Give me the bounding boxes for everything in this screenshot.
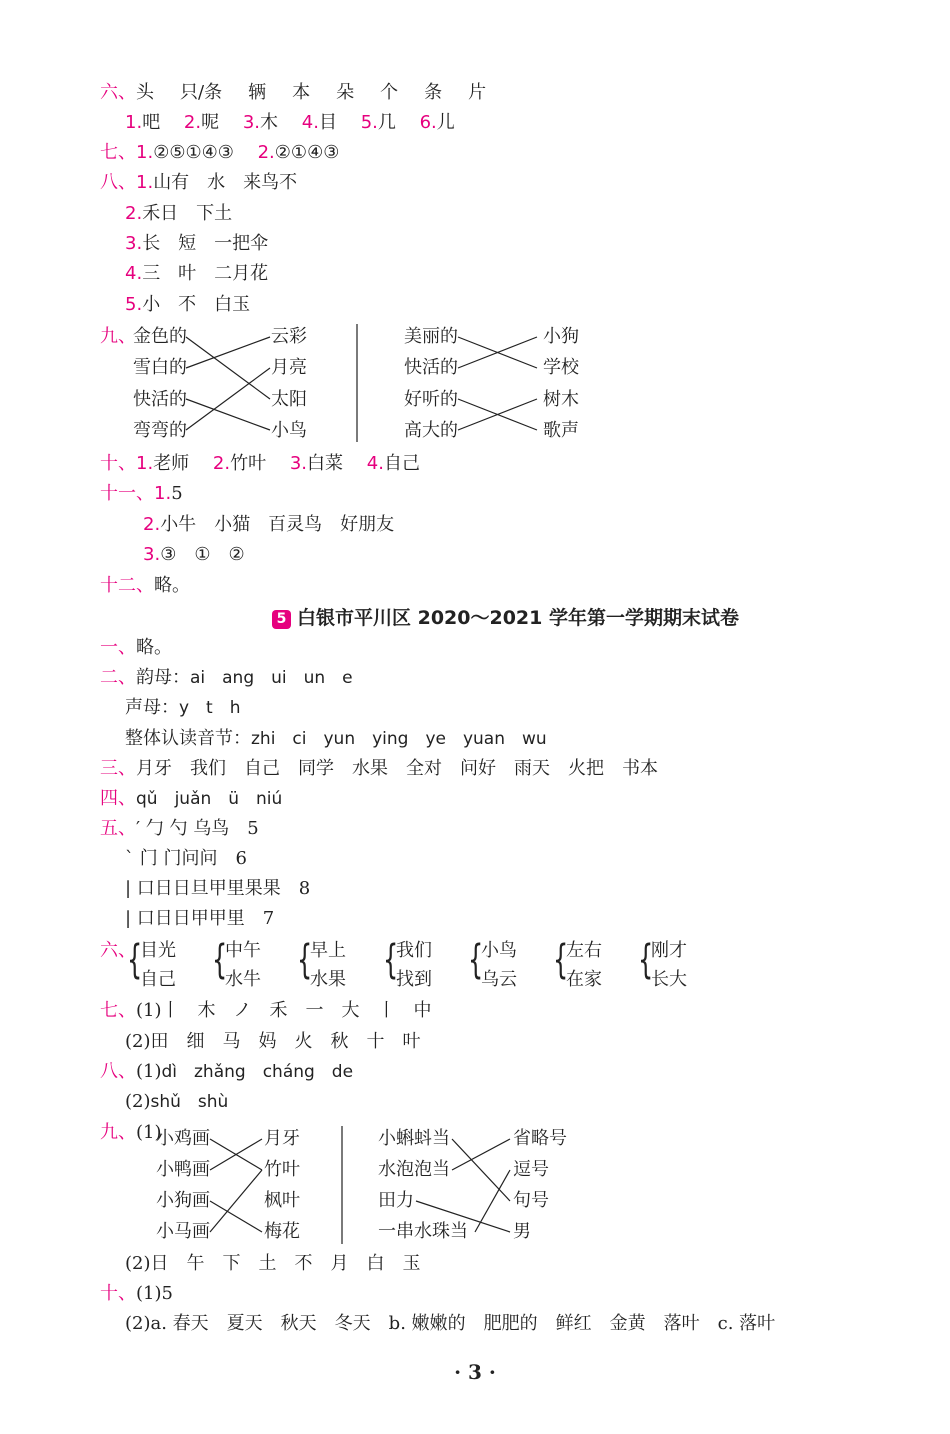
item-number: (1) (136, 1283, 162, 1304)
brace-icon: { (297, 937, 313, 983)
row-lead: 韵母： (136, 667, 190, 688)
measure-word: 只/条 (180, 82, 223, 103)
exam-title-text: 白银市平川区 2020～2021 学年第一学期期末试卷 (297, 607, 739, 629)
item-answer: 山有 水 来鸟不 (153, 172, 298, 193)
item-answer: 几 (377, 112, 396, 133)
t3-label: 三、 (100, 758, 136, 779)
t7-label: 七、 (100, 1000, 136, 1021)
pair-top: 左右 (566, 940, 602, 961)
pair-bottom: 自己 (140, 969, 176, 990)
match-left-word: 小鸭画 (156, 1159, 210, 1180)
stroke-order: | 口日日甲甲里 (125, 908, 245, 929)
item-answer: 小 不 白玉 (142, 294, 251, 315)
match-right-word: 省略号 (513, 1128, 567, 1149)
t2-label: 二、 (100, 667, 136, 688)
item-number: 5. (125, 294, 143, 315)
s7-label: 七、 (100, 142, 136, 163)
item-answer: 儿 (436, 112, 455, 133)
item-answer: ③ ① ② (160, 544, 245, 565)
match-left-word: 快活的 (404, 357, 458, 378)
item-answer: ②①④③ (274, 142, 340, 163)
pair-bottom: 水果 (310, 969, 346, 990)
match-line (452, 1139, 510, 1170)
match-right-word: 月牙 (264, 1128, 300, 1149)
match-left-word: 一串水珠当 (378, 1221, 468, 1242)
t1-label: 一、 (100, 637, 136, 658)
item-number: 4. (366, 453, 384, 474)
item-number: 6. (419, 112, 437, 133)
match-right-word: 云彩 (271, 326, 307, 347)
pair-top: 中午 (225, 940, 261, 961)
item-number: 3. (242, 112, 261, 133)
item-answer: 老师 (153, 453, 190, 474)
item-answer: 略。 (154, 575, 190, 596)
match-line (210, 1170, 262, 1232)
pair-top: 小鸟 (481, 940, 517, 961)
pair-top: 我们 (396, 940, 432, 961)
s12-label: 十二、 (100, 575, 154, 596)
item-answer: 5 (171, 483, 183, 504)
match-right-word: 竹叶 (264, 1159, 300, 1180)
t4-label: 四、 (100, 788, 136, 809)
item-number: 4. (125, 263, 143, 284)
s9-label: 九、 (100, 326, 136, 347)
t6-label: 六、 (100, 940, 136, 961)
match-left-word: 美丽的 (404, 326, 458, 347)
stroke-count: 8 (298, 878, 311, 899)
stroke-count: 6 (235, 848, 247, 869)
item-number: 1. (136, 453, 154, 474)
item-answer: 竹叶 (230, 453, 267, 474)
item-answer: 自己 (383, 453, 420, 474)
item-number: 5. (360, 112, 378, 133)
match-left-word: 田力 (378, 1190, 414, 1211)
match-line (186, 337, 270, 368)
item-answer: a. 春天 夏天 秋天 冬天 b. 嫩嫩的 肥肥的 鲜红 金黄 落叶 c. 落叶 (150, 1313, 776, 1334)
item-answer: 禾日 下土 (142, 203, 233, 224)
match-left-word: 小马画 (156, 1221, 210, 1242)
match-line (452, 1139, 510, 1201)
pair-bottom: 长大 (651, 969, 687, 990)
match-right-word: 歌声 (543, 420, 579, 441)
match-left-word: 小鸡画 (156, 1128, 210, 1149)
item-number: 2. (125, 203, 143, 224)
s8-label: 八、 (100, 172, 136, 193)
match-line (186, 368, 270, 430)
item-number: 2. (183, 112, 202, 133)
item-answer: 木 (260, 112, 279, 133)
item-number: 3. (289, 453, 308, 474)
match-right-word: 逗号 (513, 1159, 549, 1180)
pinyin-answer: qǔ juǎn ü niú (136, 789, 283, 809)
t10-label: 十、 (100, 1283, 136, 1304)
measure-word: 个 (380, 82, 399, 103)
pinyin-answer: zhi ci yun ying ye yuan wu (251, 729, 547, 749)
item-number: (1) (136, 1061, 162, 1082)
item-number: (2) (125, 1091, 151, 1112)
t5-label: 五、 (100, 818, 136, 839)
pair-bottom: 找到 (396, 969, 432, 990)
item-answer: 呢 (201, 112, 220, 133)
match-left-word: 快活的 (133, 389, 187, 410)
measure-word: 辆 (248, 82, 267, 103)
item-answer: 日 午 下 土 不 月 白 玉 (150, 1253, 421, 1274)
match-right-word: 男 (513, 1221, 531, 1242)
match-left-word: 金色的 (133, 326, 187, 347)
measure-word: 片 (468, 82, 487, 103)
brace-icon: { (212, 937, 228, 983)
brace-icon: { (638, 937, 654, 983)
stroke-order: | 口日日旦甲里果果 (125, 878, 281, 899)
item-answer: 5 (161, 1283, 173, 1304)
pinyin-answer: dì zhǎng cháng de (161, 1062, 354, 1082)
s6-label: 六、 (100, 82, 136, 103)
match-line (475, 1170, 510, 1232)
pinyin-answer: ai ang ui un e (190, 668, 353, 688)
item-number: 4. (301, 112, 319, 133)
brace-icon: { (127, 937, 143, 983)
stroke-count: 5 (247, 818, 259, 839)
item-number: (1) (136, 1122, 162, 1143)
pair-top: 早上 (310, 940, 346, 961)
item-number: 1. (136, 172, 154, 193)
item-answer: 吧 (142, 112, 161, 133)
stroke-order: ′ 勹 勺 乌鸟 (136, 818, 230, 839)
item-number: 1. (154, 483, 172, 504)
match-right-word: 太阳 (271, 389, 307, 410)
item-answer: 长 短 一把伞 (142, 233, 269, 254)
match-left-word: 高大的 (404, 420, 458, 441)
match-line (416, 1201, 510, 1232)
measure-word: 条 (424, 82, 443, 103)
item-number: 1. (125, 112, 143, 133)
item-number: (2) (125, 1253, 151, 1274)
match-line (210, 1201, 262, 1232)
brace-icon: { (383, 937, 399, 983)
s11-label: 十一、 (100, 483, 154, 504)
item-number: 2. (257, 142, 275, 163)
item-number: 2. (143, 514, 161, 535)
item-answer: 目 (318, 112, 337, 133)
item-answer: 白菜 (307, 453, 344, 474)
item-number: 3. (125, 233, 143, 254)
item-answer: 三 叶 二月花 (142, 263, 269, 284)
match-left-word: 好听的 (404, 389, 458, 410)
item-number: (1) (136, 1000, 162, 1021)
pair-bottom: 乌云 (481, 969, 517, 990)
item-answer: 丨 木 ノ 禾 一 大 丨 中 (161, 1000, 432, 1021)
row-lead: 声母： (125, 697, 179, 718)
match-right-word: 句号 (513, 1190, 549, 1211)
pair-bottom: 在家 (566, 969, 602, 990)
match-line (186, 399, 270, 430)
item-answer: 略。 (136, 637, 172, 658)
item-answer: 小牛 小猫 百灵鸟 好朋友 (160, 514, 395, 535)
match-left-word: 小蝌蚪当 (378, 1128, 450, 1149)
match-right-word: 枫叶 (264, 1190, 300, 1211)
item-number: 3. (143, 544, 161, 565)
match-left-word: 雪白的 (133, 357, 187, 378)
item-number: (2) (125, 1313, 151, 1334)
pair-bottom: 水牛 (225, 969, 261, 990)
page-number: · 3 · (454, 1360, 496, 1384)
item-number: (2) (125, 1031, 151, 1052)
match-right-word: 学校 (543, 357, 579, 378)
item-number: 1. (136, 142, 154, 163)
brace-icon: { (553, 937, 569, 983)
match-left-word: 小狗画 (156, 1190, 210, 1211)
brace-icon: { (468, 937, 484, 983)
t8-label: 八、 (100, 1061, 136, 1082)
pair-top: 目光 (140, 940, 176, 961)
item-number: 2. (212, 453, 231, 474)
match-left-word: 弯弯的 (133, 420, 187, 441)
pinyin-answer: y t h (179, 698, 241, 718)
match-right-word: 小鸟 (271, 420, 307, 441)
match-left-word: 水泡泡当 (378, 1159, 450, 1180)
item-answer: 田 细 马 妈 火 秋 十 叶 (150, 1031, 421, 1052)
measure-word: 朵 (336, 82, 355, 103)
match-right-word: 梅花 (264, 1221, 300, 1242)
match-right-word: 月亮 (271, 357, 307, 378)
item-answer: 月牙 我们 自己 同学 水果 全对 问好 雨天 火把 书本 (136, 758, 658, 779)
match-line (186, 337, 270, 399)
item-answer: ②⑤①④③ (153, 142, 234, 163)
stroke-count: 7 (262, 908, 275, 929)
match-right-word: 小狗 (543, 326, 579, 347)
exam-number-badge: 5 (272, 610, 291, 629)
match-right-word: 树木 (543, 389, 579, 410)
t9-label: 九、 (100, 1122, 136, 1143)
pinyin-answer: shǔ shù (150, 1092, 229, 1112)
measure-word: 本 (292, 82, 311, 103)
pair-top: 刚才 (651, 940, 687, 961)
row-lead: 整体认读音节： (125, 728, 251, 749)
stroke-order: ` 门 门问问 (125, 848, 218, 869)
s10-label: 十、 (100, 453, 136, 474)
measure-word: 头 (136, 82, 154, 103)
